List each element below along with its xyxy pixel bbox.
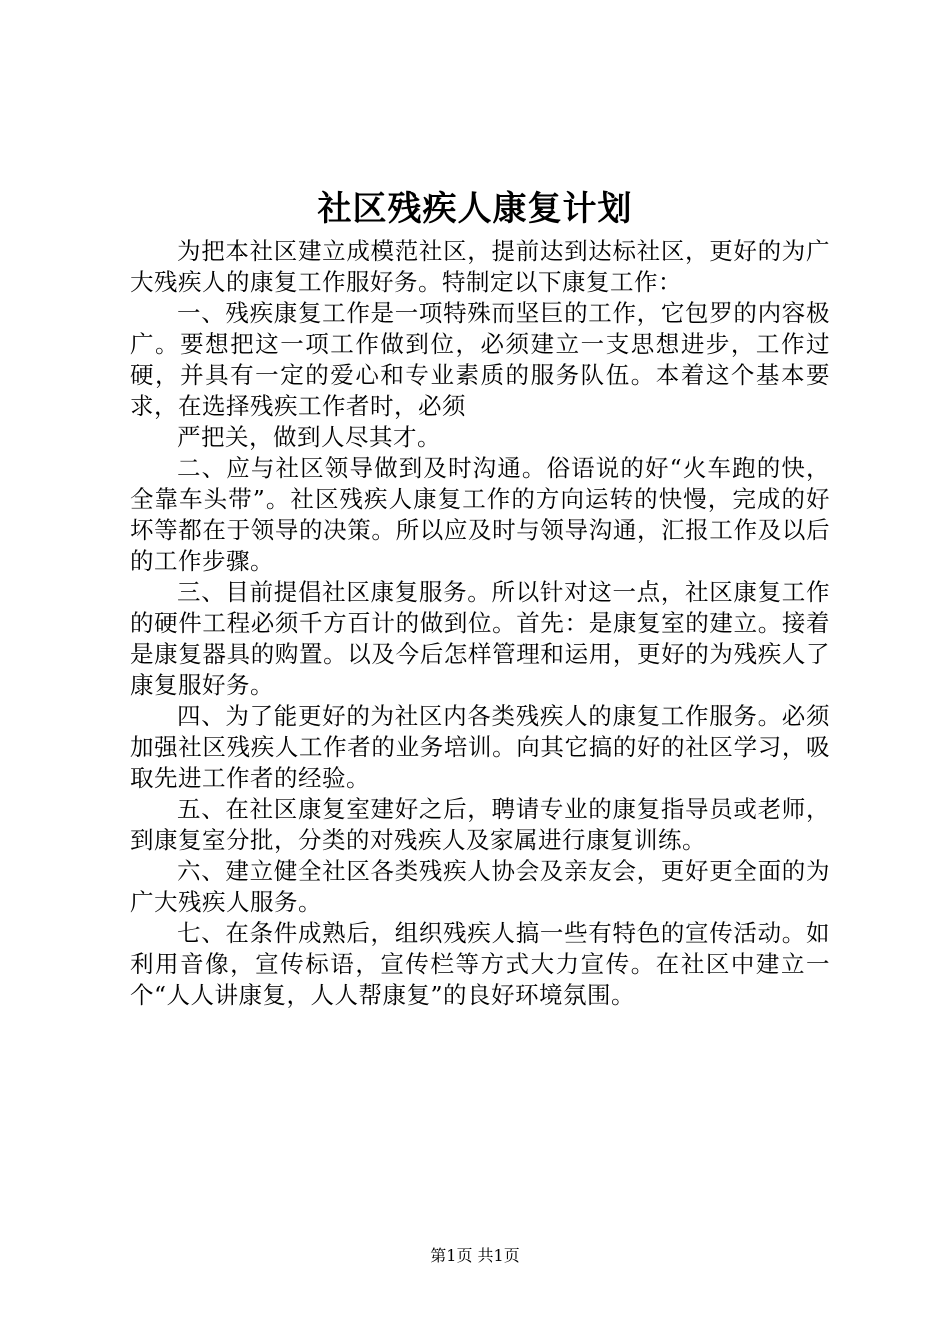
paragraph-item-4: 四、为了能更好的为社区内各类残疾人的康复工作服务。必须加强社区残疾人工作者的业务培训。向其它搞的好的社区学习，吸取先进工作者的经验。 [130, 702, 830, 792]
paragraph-item-2: 二、应与社区领导做到及时沟通。俗语说的好“火车跑的快，全靠车头带”。社区残疾人康复工作的方向运转的快慢，完成的好坏等都在于领导的决策。所以应及时与领导沟通，汇报工作及以后的工作步骤。 [130, 454, 830, 575]
page-number-footer: 第1页 共1页 [430, 1246, 520, 1265]
paragraph-item-6: 六、建立健全社区各类残疾人协会及亲友会，更好更全面的为广大残疾人服务。 [130, 857, 830, 916]
paragraph-item-7: 七、在条件成熟后，组织残疾人搞一些有特色的宣传活动。如利用音像，宣传标语，宣传栏等方式大力宣传。在社区中建立一个“人人讲康复，人人帮康复”的良好环境氛围。 [130, 919, 830, 1009]
paragraph-intro: 为把本社区建立成模范社区，提前达到达标社区，更好的为广大残疾人的康复工作服好务。特制定以下康复工作： [130, 237, 830, 296]
document-title: 社区残疾人康复计划 [317, 189, 633, 229]
document-body [130, 236, 830, 1011]
paragraph-item-1-continued: 严把关，做到人尽其才。 [177, 423, 441, 451]
paragraph-item-3: 三、目前提倡社区康复服务。所以针对这一点，社区康复工作的硬件工程必须千方百计的做到位。首先：是康复室的建立。接着是康复器具的购置。以及今后怎样管理和运用，更好的为残疾人了康复服好务。 [130, 578, 830, 699]
paragraph-item-1: 一、残疾康复工作是一项特殊而坚巨的工作，它包罗的内容极广。要想把这一项工作做到位，必须建立一支思想进步，工作过硬，并具有一定的爱心和专业素质的服务队伍。本着这个基本要求，在选择残疾工作者时，必须 [130, 299, 830, 420]
paragraph-item-5: 五、在社区康复室建好之后，聘请专业的康复指导员或老师，到康复室分批，分类的对残疾人及家属进行康复训练。 [130, 795, 830, 854]
